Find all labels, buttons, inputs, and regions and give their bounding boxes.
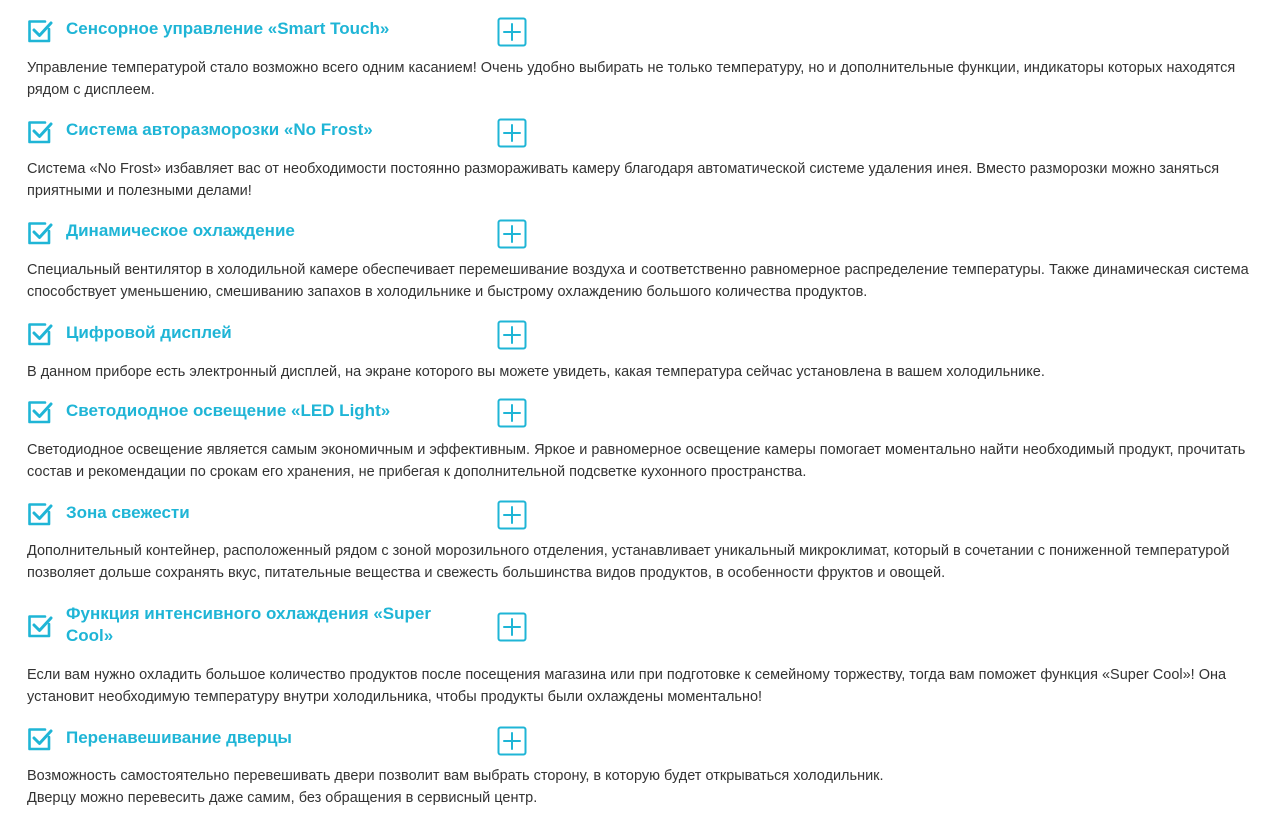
feature-title: Зона свежести [66,503,190,522]
feature-description: Система «No Frost» избавляет вас от необходимости постоянно размораживать камеру благодаря автоматической системе удаления инея. Вместо разморозки можно заняться приятными и полезными делами! [27,161,1220,199]
expand-button[interactable] [497,219,527,249]
plus-square-icon [497,17,527,47]
expand-button[interactable] [497,320,527,350]
expand-button[interactable] [497,118,527,148]
plus-square-icon [497,612,527,642]
checked-box-icon [25,398,53,426]
checked-box-icon [25,118,53,146]
checked-box-icon [25,219,53,247]
plus-square-icon [497,219,527,249]
feature-title: Динамическое охлаждение [66,221,295,240]
expand-button[interactable] [497,17,527,47]
feature-description: В данном приборе есть электронный дисплей, на экране которого вы можете увидеть, какая температура сейчас установлена в вашем холодильнике. [27,364,1045,380]
feature-title: Функция интенсивного охлаждения «Super Cool» [66,604,431,645]
feature-title: Система авторазморозки «No Frost» [66,120,373,139]
expand-button[interactable] [497,500,527,530]
plus-square-icon [497,500,527,530]
feature-title: Светодиодное освещение «LED Light» [66,401,391,420]
plus-square-icon [497,118,527,148]
checked-box-icon [25,612,53,640]
checked-box-icon [25,500,53,528]
plus-square-icon [497,320,527,350]
expand-button[interactable] [497,398,527,428]
feature-description: Дополнительный контейнер, расположенный рядом с зоной морозильного отделения, устанавливает уникальный микроклимат, который в сочетании с пониженной температурой позволяет дольше сохранять вкус, питательные вещества и свежесть большинства видов продуктов, в особенности фруктов и овощей. [27,543,1230,581]
checked-box-icon [25,17,53,45]
expand-button[interactable] [497,612,527,642]
feature-description: Управление температурой стало возможно всего одним касанием! Очень удобно выбирать не только температуру, но и дополнительные функции, индикаторы которых находятся рядом с дисплеем. [27,60,1236,98]
feature-description: Светодиодное освещение является самым экономичным и эффективным. Яркое и равномерное освещение камеры помогает моментально найти необходимый продукт, прочитать состав и рекомендации по срокам его хранения, не прибегая к дополнительной подсветке кухонного пространства. [27,442,1246,480]
feature-title: Цифровой дисплей [66,323,232,342]
plus-square-icon [497,726,527,756]
feature-description: Специальный вентилятор в холодильной камере обеспечивает перемешивание воздуха и соответственно равномерное распределение температуры. Также динамическая система способствует уменьшению, смешиванию запахов в холодильнике и быстрому охлаждению большого количества продуктов. [27,262,1249,300]
expand-button[interactable] [497,726,527,756]
checked-box-icon [25,725,53,753]
feature-title: Сенсорное управление «Smart Touch» [66,19,390,38]
feature-title: Перенавешивание дверцы [66,728,292,747]
plus-square-icon [497,398,527,428]
feature-description: Возможность самостоятельно перевешивать двери позволит вам выбрать сторону, в которую будет открываться холодильник. Дверцу можно перевесить даже самим, без обращения в сервисный центр. [27,768,884,806]
checked-box-icon [25,320,53,348]
feature-description: Если вам нужно охладить большое количество продуктов после посещения магазина или при подготовке к семейному торжеству, тогда вам поможет функция «Super Cool»! Она установит необходимую температуру внутри холодильника, чтобы продукты были охлаждены моментально! [27,667,1227,705]
